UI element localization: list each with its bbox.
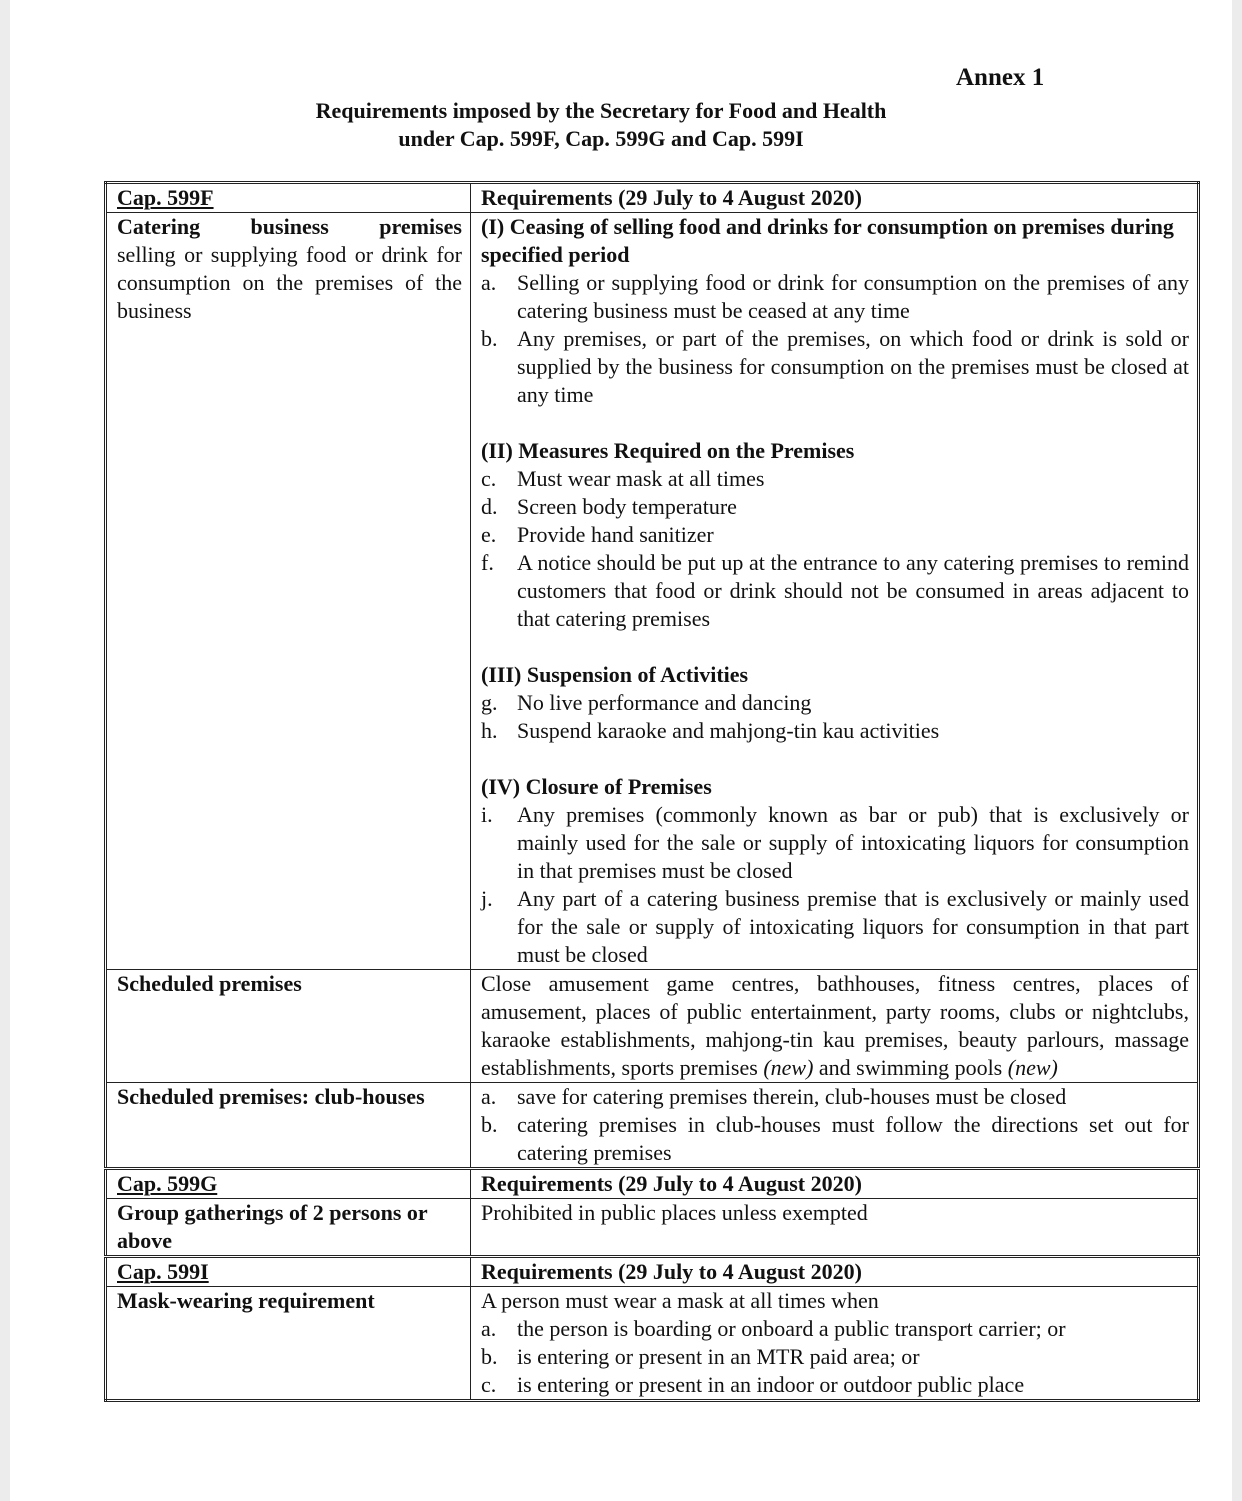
requirements-table: [104, 181, 1200, 1402]
cap599i-requirements-header: Requirements (29 July to 4 August 2020): [471, 1257, 1199, 1287]
cap599g-label: Cap. 599G: [106, 1169, 471, 1199]
scheduled-premises-row: [106, 970, 1199, 1083]
item-marker: c.: [481, 1372, 497, 1397]
item-marker: h.: [481, 718, 498, 743]
clubhouses-row: [106, 1083, 1199, 1169]
cap599g-requirements-header: Requirements (29 July to 4 August 2020): [471, 1169, 1199, 1199]
section-4: [481, 773, 1189, 969]
new-tag: (new): [763, 1055, 814, 1080]
item-text: Screen body temperature: [517, 494, 737, 519]
item-marker: g.: [481, 690, 498, 715]
item-marker: d.: [481, 494, 498, 519]
list-item: [481, 1343, 1189, 1371]
group-gatherings-text: Prohibited in public places unless exempted: [471, 1199, 1199, 1257]
document-page: [10, 0, 1232, 1501]
catering-requirements-cell: [471, 213, 1199, 970]
item-marker: b.: [481, 326, 498, 351]
item-text: Must wear mask at all times: [517, 466, 765, 491]
item-marker: b.: [481, 1112, 498, 1137]
section-3: [481, 661, 1189, 745]
catering-row: [106, 213, 1199, 970]
item-marker: i.: [481, 802, 493, 827]
list-item: [481, 1111, 1189, 1167]
section-heading: (I) Ceasing of selling food and drinks for consumption on premises during specified period: [481, 214, 1174, 267]
item-text: is entering or present in an indoor or outdoor public place: [517, 1372, 1025, 1397]
item-marker: b.: [481, 1344, 498, 1369]
item-text: Suspend karaoke and mahjong-tin kau activities: [517, 718, 940, 743]
section-heading: (III) Suspension of Activities: [481, 662, 749, 687]
mask-wearing-label: Mask-wearing requirement: [106, 1287, 471, 1401]
item-text: save for catering premises therein, club-houses must be closed: [517, 1084, 1067, 1109]
clubhouses-label: Scheduled premises: club-houses: [106, 1083, 471, 1169]
cap599f-requirements-header: Requirements (29 July to 4 August 2020): [471, 183, 1199, 213]
item-marker: f.: [481, 550, 494, 575]
list-item: [481, 885, 1189, 969]
annex-label: Annex 1: [956, 64, 1045, 91]
scheduled-text-part: and swimming pools: [813, 1055, 1008, 1080]
list-item: [481, 521, 1189, 549]
catering-label-rest: selling or supplying food or drink for consumption on the premises of the business: [117, 242, 462, 323]
item-marker: a.: [481, 1316, 497, 1341]
catering-label-bold: Catering business premises: [117, 214, 462, 239]
item-text: Provide hand sanitizer: [517, 522, 714, 547]
item-marker: j.: [481, 886, 493, 911]
group-gatherings-row: [106, 1199, 1199, 1257]
list-item: [481, 465, 1189, 493]
catering-label-cell: [106, 213, 471, 970]
document-title: [260, 97, 942, 153]
item-text: Any premises, or part of the premises, on which food or drink is sold or supplied by the business for consumption on the premises must be closed at any time: [517, 326, 1189, 407]
list-item: [481, 269, 1189, 325]
item-text: A notice should be put up at the entrance to any catering premises to remind customers that food or drink should not be consumed in areas adjacent to that catering premises: [517, 550, 1189, 631]
item-text: Selling or supplying food or drink for consumption on the premises of any catering business must be ceased at any time: [517, 270, 1189, 323]
group-gatherings-label: Group gatherings of 2 persons or above: [106, 1199, 471, 1257]
item-marker: c.: [481, 466, 497, 491]
item-marker: a.: [481, 270, 497, 295]
list-item: [481, 1371, 1189, 1399]
list-item: [481, 549, 1189, 633]
list-item: [481, 1083, 1189, 1111]
list-item: [481, 1315, 1189, 1343]
cap599f-label: Cap. 599F: [106, 183, 471, 213]
item-marker: e.: [481, 522, 497, 547]
mask-wearing-row: [106, 1287, 1199, 1401]
section-2: [481, 437, 1189, 633]
cap599g-header-row: [106, 1169, 1199, 1199]
mask-intro: A person must wear a mask at all times when: [481, 1288, 879, 1313]
list-item: [481, 689, 1189, 717]
list-item: [481, 325, 1189, 409]
section-heading: (IV) Closure of Premises: [481, 774, 712, 799]
cap599i-label: Cap. 599I: [106, 1257, 471, 1287]
scheduled-text-part: Close amusement game centres, bathhouses, fitness centres, places of amusement, places of public entertainment, party rooms, clubs or nightclubs, karaoke establishments, mahjong-tin kau premises, beauty parlours, massage establishments, sports premises: [481, 971, 1189, 1080]
list-item: [481, 493, 1189, 521]
item-text: is entering or present in an MTR paid area; or: [517, 1344, 920, 1369]
item-text: No live performance and dancing: [517, 690, 812, 715]
item-text: catering premises in club-houses must follow the directions set out for catering premises: [517, 1112, 1189, 1165]
section-heading: (II) Measures Required on the Premises: [481, 438, 855, 463]
mask-wearing-cell: [471, 1287, 1199, 1401]
title-line-2: under Cap. 599F, Cap. 599G and Cap. 599I: [398, 126, 804, 151]
list-item: [481, 801, 1189, 885]
item-marker: a.: [481, 1084, 497, 1109]
cap599i-header-row: [106, 1257, 1199, 1287]
item-text: the person is boarding or onboard a public transport carrier; or: [517, 1316, 1066, 1341]
list-item: [481, 717, 1189, 745]
clubhouses-cell: [471, 1083, 1199, 1169]
item-text: Any part of a catering business premise that is exclusively or mainly used for the sale or supply of intoxicating liquors for consumption in that part must be closed: [517, 886, 1189, 967]
scheduled-premises-text: [471, 970, 1199, 1083]
section-1: [481, 213, 1189, 409]
new-tag: (new): [1007, 1055, 1058, 1080]
item-text: Any premises (commonly known as bar or pub) that is exclusively or mainly used for the sale or supply of intoxicating liquors for consumption in that premises must be closed: [517, 802, 1189, 883]
cap599f-header-row: [106, 183, 1199, 213]
scheduled-premises-label: Scheduled premises: [106, 970, 471, 1083]
title-line-1: Requirements imposed by the Secretary for Food and Health: [315, 98, 887, 123]
